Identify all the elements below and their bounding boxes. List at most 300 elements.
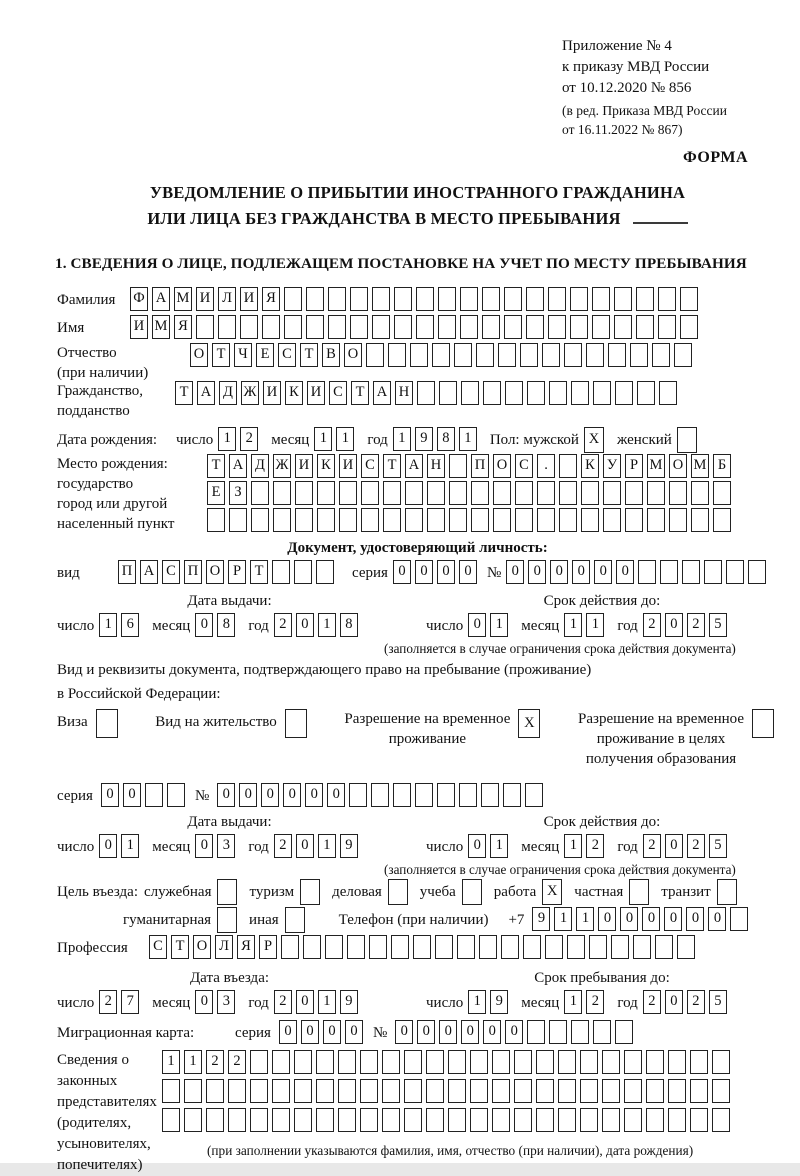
char-box[interactable] [603, 481, 621, 505]
char-box[interactable]: Н [427, 454, 445, 478]
char-box[interactable] [285, 907, 305, 933]
char-box[interactable]: 0 [528, 560, 546, 584]
char-box[interactable]: О [206, 560, 224, 584]
char-box[interactable] [229, 508, 247, 532]
char-box[interactable]: 0 [283, 783, 301, 807]
char-box[interactable] [549, 381, 567, 405]
char-box[interactable]: 9 [340, 990, 358, 1014]
char-box[interactable] [564, 343, 582, 367]
char-box[interactable] [416, 315, 434, 339]
char-box[interactable] [316, 1050, 334, 1074]
char-box[interactable] [646, 1079, 664, 1103]
char-box[interactable] [498, 343, 516, 367]
char-box[interactable] [272, 560, 290, 584]
char-box[interactable] [542, 343, 560, 367]
char-box[interactable] [294, 560, 312, 584]
char-box[interactable]: 0 [686, 907, 704, 931]
char-box[interactable]: 0 [99, 834, 117, 858]
char-box[interactable] [677, 935, 695, 959]
char-box[interactable] [262, 315, 280, 339]
char-box[interactable]: 0 [439, 1020, 457, 1044]
char-box[interactable] [658, 287, 676, 311]
char-box[interactable] [218, 315, 236, 339]
char-box[interactable]: Т [300, 343, 318, 367]
char-box[interactable]: 0 [393, 560, 411, 584]
char-box[interactable]: 0 [506, 560, 524, 584]
char-box[interactable]: 1 [576, 907, 594, 931]
char-box[interactable] [306, 287, 324, 311]
char-box[interactable] [459, 783, 477, 807]
char-box[interactable] [730, 907, 748, 931]
char-box[interactable]: 5 [709, 613, 727, 637]
char-box[interactable] [273, 508, 291, 532]
char-box[interactable] [350, 315, 368, 339]
char-box[interactable]: Т [171, 935, 189, 959]
char-box[interactable] [460, 287, 478, 311]
char-box[interactable]: С [149, 935, 167, 959]
char-box[interactable] [625, 508, 643, 532]
char-box[interactable] [448, 1079, 466, 1103]
char-box[interactable] [659, 381, 677, 405]
char-box[interactable] [250, 1108, 268, 1132]
char-box[interactable]: 2 [274, 834, 292, 858]
char-box[interactable] [471, 508, 489, 532]
char-box[interactable]: У [603, 454, 621, 478]
char-box[interactable]: 1 [564, 834, 582, 858]
char-box[interactable] [589, 935, 607, 959]
char-box[interactable] [206, 1079, 224, 1103]
char-box[interactable]: И [196, 287, 214, 311]
char-box[interactable] [636, 315, 654, 339]
char-box[interactable] [580, 1079, 598, 1103]
char-box[interactable]: Т [207, 454, 225, 478]
char-box[interactable] [339, 481, 357, 505]
char-box[interactable]: 2 [687, 990, 705, 1014]
char-box[interactable]: 0 [468, 613, 486, 637]
char-box[interactable] [677, 427, 697, 453]
char-box[interactable]: С [329, 381, 347, 405]
char-box[interactable] [350, 287, 368, 311]
char-box[interactable] [347, 935, 365, 959]
char-box[interactable] [294, 1108, 312, 1132]
char-box[interactable]: 0 [665, 613, 683, 637]
char-box[interactable] [393, 783, 411, 807]
char-box[interactable]: 0 [665, 990, 683, 1014]
char-box[interactable] [360, 1050, 378, 1074]
char-box[interactable] [349, 783, 367, 807]
char-box[interactable]: 0 [664, 907, 682, 931]
char-box[interactable] [306, 315, 324, 339]
char-box[interactable] [437, 783, 455, 807]
char-box[interactable] [570, 315, 588, 339]
char-box[interactable] [717, 879, 737, 905]
char-box[interactable] [404, 1108, 422, 1132]
char-box[interactable]: 0 [415, 560, 433, 584]
char-box[interactable]: 0 [437, 560, 455, 584]
char-box[interactable]: 0 [642, 907, 660, 931]
char-box[interactable] [624, 1108, 642, 1132]
char-box[interactable] [470, 1050, 488, 1074]
char-box[interactable]: X [518, 709, 540, 738]
char-box[interactable] [325, 935, 343, 959]
char-box[interactable] [514, 1108, 532, 1132]
char-box[interactable] [691, 508, 709, 532]
char-box[interactable] [680, 287, 698, 311]
char-box[interactable] [527, 1020, 545, 1044]
char-box[interactable]: 1 [564, 613, 582, 637]
char-box[interactable]: О [193, 935, 211, 959]
char-box[interactable] [536, 1050, 554, 1074]
char-box[interactable]: П [471, 454, 489, 478]
char-box[interactable]: Т [351, 381, 369, 405]
char-box[interactable] [432, 343, 450, 367]
char-box[interactable]: О [669, 454, 687, 478]
char-box[interactable]: 2 [643, 990, 661, 1014]
char-box[interactable]: X [542, 879, 562, 905]
char-box[interactable]: Н [395, 381, 413, 405]
char-box[interactable] [624, 1050, 642, 1074]
char-box[interactable] [294, 1050, 312, 1074]
char-box[interactable] [388, 343, 406, 367]
char-box[interactable] [371, 783, 389, 807]
char-box[interactable] [504, 287, 522, 311]
char-box[interactable] [748, 560, 766, 584]
char-box[interactable]: Т [250, 560, 268, 584]
char-box[interactable] [250, 1050, 268, 1074]
char-box[interactable] [669, 508, 687, 532]
char-box[interactable] [515, 481, 533, 505]
char-box[interactable]: К [581, 454, 599, 478]
char-box[interactable]: 2 [274, 990, 292, 1014]
char-box[interactable]: 7 [121, 990, 139, 1014]
char-box[interactable]: 0 [483, 1020, 501, 1044]
char-box[interactable]: 1 [218, 427, 236, 451]
char-box[interactable] [285, 709, 307, 738]
char-box[interactable] [338, 1108, 356, 1132]
char-box[interactable]: П [184, 560, 202, 584]
char-box[interactable]: З [229, 481, 247, 505]
char-box[interactable] [217, 879, 237, 905]
char-box[interactable] [361, 481, 379, 505]
char-box[interactable]: 0 [217, 783, 235, 807]
char-box[interactable]: 2 [586, 990, 604, 1014]
char-box[interactable] [482, 315, 500, 339]
char-box[interactable] [668, 1079, 686, 1103]
char-box[interactable]: 9 [340, 834, 358, 858]
char-box[interactable]: 1 [162, 1050, 180, 1074]
char-box[interactable] [410, 343, 428, 367]
char-box[interactable]: . [537, 454, 555, 478]
char-box[interactable]: 2 [274, 613, 292, 637]
char-box[interactable] [647, 481, 665, 505]
char-box[interactable]: 2 [99, 990, 117, 1014]
char-box[interactable] [206, 1108, 224, 1132]
char-box[interactable]: 0 [505, 1020, 523, 1044]
char-box[interactable]: 0 [417, 1020, 435, 1044]
char-box[interactable] [383, 508, 401, 532]
char-box[interactable] [272, 1108, 290, 1132]
char-box[interactable]: А [229, 454, 247, 478]
char-box[interactable] [712, 1050, 730, 1074]
char-box[interactable] [633, 935, 651, 959]
char-box[interactable] [162, 1079, 180, 1103]
char-box[interactable] [448, 1050, 466, 1074]
char-box[interactable]: 3 [217, 990, 235, 1014]
char-box[interactable] [479, 935, 497, 959]
char-box[interactable]: 0 [395, 1020, 413, 1044]
char-box[interactable] [526, 287, 544, 311]
char-box[interactable]: Л [218, 287, 236, 311]
char-box[interactable] [523, 935, 541, 959]
char-box[interactable] [426, 1108, 444, 1132]
char-box[interactable]: А [405, 454, 423, 478]
char-box[interactable]: 1 [459, 427, 477, 451]
char-box[interactable]: 0 [296, 834, 314, 858]
char-box[interactable] [272, 1079, 290, 1103]
char-box[interactable]: 5 [709, 990, 727, 1014]
char-box[interactable] [525, 783, 543, 807]
char-box[interactable] [559, 508, 577, 532]
char-box[interactable] [426, 1050, 444, 1074]
char-box[interactable] [416, 287, 434, 311]
char-box[interactable] [581, 508, 599, 532]
char-box[interactable]: 1 [99, 613, 117, 637]
char-box[interactable] [602, 1108, 620, 1132]
char-box[interactable]: В [322, 343, 340, 367]
char-box[interactable] [162, 1108, 180, 1132]
char-box[interactable]: 0 [459, 560, 477, 584]
char-box[interactable]: 1 [318, 613, 336, 637]
char-box[interactable] [614, 287, 632, 311]
char-box[interactable] [284, 315, 302, 339]
char-box[interactable] [281, 935, 299, 959]
char-box[interactable] [571, 1020, 589, 1044]
char-box[interactable] [366, 343, 384, 367]
char-box[interactable]: 0 [305, 783, 323, 807]
char-box[interactable] [630, 343, 648, 367]
char-box[interactable] [382, 1050, 400, 1074]
char-box[interactable] [713, 508, 731, 532]
char-box[interactable]: 0 [301, 1020, 319, 1044]
char-box[interactable] [448, 1108, 466, 1132]
char-box[interactable]: Р [625, 454, 643, 478]
char-box[interactable] [636, 287, 654, 311]
char-box[interactable] [439, 381, 457, 405]
char-box[interactable] [251, 481, 269, 505]
char-box[interactable]: С [361, 454, 379, 478]
char-box[interactable]: А [373, 381, 391, 405]
char-box[interactable]: Б [713, 454, 731, 478]
char-box[interactable] [514, 1079, 532, 1103]
char-box[interactable]: Р [259, 935, 277, 959]
char-box[interactable]: 6 [121, 613, 139, 637]
char-box[interactable]: Е [256, 343, 274, 367]
char-box[interactable]: 0 [327, 783, 345, 807]
char-box[interactable] [614, 315, 632, 339]
char-box[interactable] [712, 1108, 730, 1132]
char-box[interactable]: М [174, 287, 192, 311]
char-box[interactable] [493, 508, 511, 532]
char-box[interactable] [545, 935, 563, 959]
char-box[interactable]: 0 [708, 907, 726, 931]
char-box[interactable]: Т [212, 343, 230, 367]
char-box[interactable] [660, 560, 678, 584]
char-box[interactable]: О [344, 343, 362, 367]
char-box[interactable] [449, 481, 467, 505]
char-box[interactable] [427, 481, 445, 505]
char-box[interactable] [593, 381, 611, 405]
char-box[interactable] [615, 1020, 633, 1044]
char-box[interactable] [504, 315, 522, 339]
char-box[interactable] [647, 508, 665, 532]
char-box[interactable]: Ф [130, 287, 148, 311]
char-box[interactable] [145, 783, 163, 807]
char-box[interactable] [482, 287, 500, 311]
char-box[interactable]: 0 [261, 783, 279, 807]
char-box[interactable] [713, 481, 731, 505]
char-box[interactable]: X [584, 427, 604, 453]
char-box[interactable] [580, 1108, 598, 1132]
char-box[interactable] [752, 709, 774, 738]
char-box[interactable]: 1 [564, 990, 582, 1014]
char-box[interactable] [360, 1108, 378, 1132]
char-box[interactable] [372, 315, 390, 339]
char-box[interactable]: Р [228, 560, 246, 584]
char-box[interactable] [382, 1108, 400, 1132]
char-box[interactable] [537, 508, 555, 532]
char-box[interactable] [638, 560, 656, 584]
char-box[interactable] [372, 287, 390, 311]
char-box[interactable]: 0 [101, 783, 119, 807]
char-box[interactable] [369, 935, 387, 959]
char-box[interactable] [460, 315, 478, 339]
char-box[interactable] [492, 1108, 510, 1132]
char-box[interactable]: 0 [665, 834, 683, 858]
char-box[interactable] [558, 1079, 576, 1103]
char-box[interactable] [603, 508, 621, 532]
char-box[interactable]: 0 [461, 1020, 479, 1044]
char-box[interactable] [690, 1079, 708, 1103]
char-box[interactable]: 2 [206, 1050, 224, 1074]
char-box[interactable]: 9 [415, 427, 433, 451]
char-box[interactable]: О [493, 454, 511, 478]
char-box[interactable] [712, 1079, 730, 1103]
char-box[interactable] [536, 1079, 554, 1103]
char-box[interactable] [272, 1050, 290, 1074]
char-box[interactable] [449, 454, 467, 478]
char-box[interactable]: 0 [572, 560, 590, 584]
char-box[interactable]: 2 [643, 613, 661, 637]
char-box[interactable]: 1 [314, 427, 332, 451]
char-box[interactable]: 2 [240, 427, 258, 451]
char-box[interactable]: А [140, 560, 158, 584]
char-box[interactable] [427, 508, 445, 532]
char-box[interactable]: М [152, 315, 170, 339]
char-box[interactable] [476, 343, 494, 367]
char-box[interactable] [527, 381, 545, 405]
char-box[interactable] [317, 508, 335, 532]
char-box[interactable]: 1 [184, 1050, 202, 1074]
char-box[interactable]: 1 [336, 427, 354, 451]
char-box[interactable] [454, 343, 472, 367]
char-box[interactable]: 0 [195, 613, 213, 637]
char-box[interactable]: К [285, 381, 303, 405]
char-box[interactable] [602, 1079, 620, 1103]
char-box[interactable] [483, 381, 501, 405]
char-box[interactable]: 9 [490, 990, 508, 1014]
char-box[interactable]: 2 [586, 834, 604, 858]
char-box[interactable]: 0 [323, 1020, 341, 1044]
char-box[interactable] [580, 1050, 598, 1074]
char-box[interactable] [303, 935, 321, 959]
char-box[interactable] [629, 879, 649, 905]
char-box[interactable] [328, 287, 346, 311]
char-box[interactable] [295, 508, 313, 532]
char-box[interactable] [449, 508, 467, 532]
char-box[interactable]: С [278, 343, 296, 367]
char-box[interactable] [571, 381, 589, 405]
char-box[interactable] [549, 1020, 567, 1044]
char-box[interactable]: 8 [437, 427, 455, 451]
char-box[interactable] [493, 481, 511, 505]
char-box[interactable] [438, 315, 456, 339]
char-box[interactable]: 1 [121, 834, 139, 858]
char-box[interactable] [300, 879, 320, 905]
char-box[interactable]: Я [174, 315, 192, 339]
char-box[interactable] [637, 381, 655, 405]
char-box[interactable] [674, 343, 692, 367]
char-box[interactable] [426, 1079, 444, 1103]
char-box[interactable]: И [263, 381, 281, 405]
char-box[interactable] [391, 935, 409, 959]
char-box[interactable]: Я [262, 287, 280, 311]
char-box[interactable] [592, 315, 610, 339]
char-box[interactable] [669, 481, 687, 505]
char-box[interactable] [581, 481, 599, 505]
char-box[interactable] [668, 1108, 686, 1132]
char-box[interactable]: 1 [468, 990, 486, 1014]
char-box[interactable] [691, 481, 709, 505]
char-box[interactable] [294, 1079, 312, 1103]
char-box[interactable] [240, 315, 258, 339]
char-box[interactable] [471, 481, 489, 505]
char-box[interactable] [417, 381, 435, 405]
char-box[interactable] [537, 481, 555, 505]
char-box[interactable]: 1 [318, 990, 336, 1014]
char-box[interactable]: И [130, 315, 148, 339]
char-box[interactable]: 0 [195, 990, 213, 1014]
char-box[interactable] [567, 935, 585, 959]
char-box[interactable] [184, 1079, 202, 1103]
char-box[interactable]: С [162, 560, 180, 584]
char-box[interactable] [501, 935, 519, 959]
char-box[interactable]: П [118, 560, 136, 584]
char-box[interactable]: 0 [239, 783, 257, 807]
char-box[interactable]: 5 [709, 834, 727, 858]
char-box[interactable] [360, 1079, 378, 1103]
char-box[interactable]: Д [251, 454, 269, 478]
char-box[interactable]: 1 [490, 613, 508, 637]
char-box[interactable]: 1 [393, 427, 411, 451]
char-box[interactable]: А [152, 287, 170, 311]
char-box[interactable]: 0 [598, 907, 616, 931]
char-box[interactable] [658, 315, 676, 339]
char-box[interactable] [526, 315, 544, 339]
char-box[interactable]: 0 [279, 1020, 297, 1044]
char-box[interactable] [690, 1108, 708, 1132]
char-box[interactable]: Д [219, 381, 237, 405]
char-box[interactable]: 0 [620, 907, 638, 931]
